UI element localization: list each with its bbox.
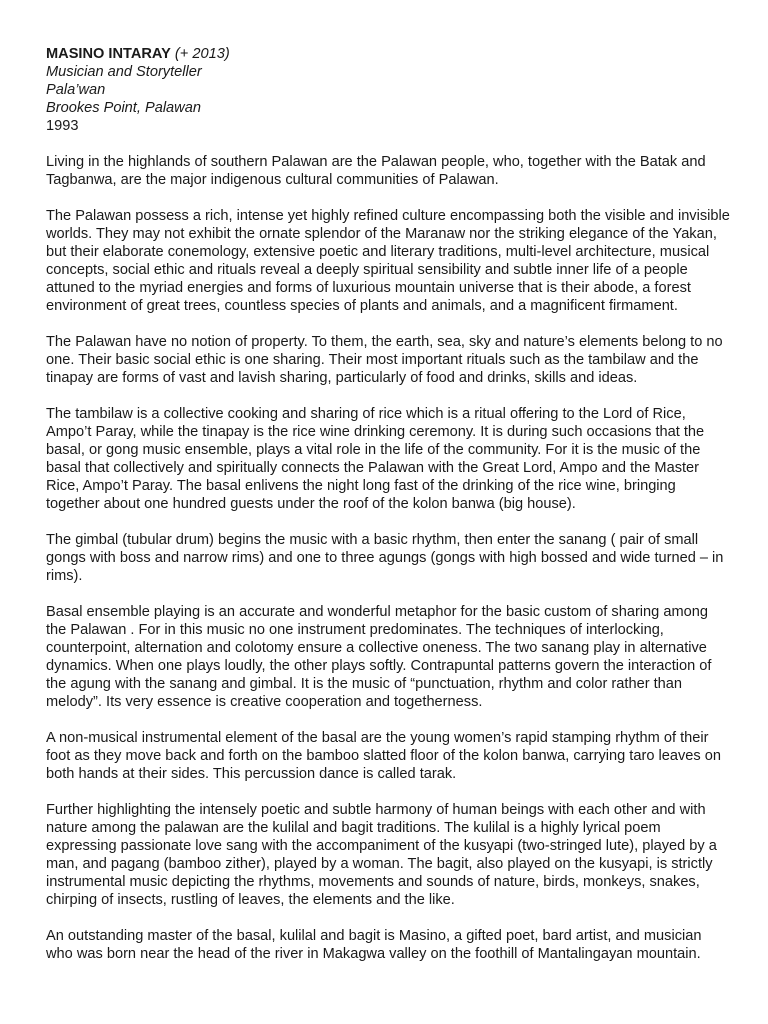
award-year: 1993 — [46, 118, 79, 134]
paragraph: Living in the highlands of southern Palawan are the Palawan people, who, together with the Batak and Tagbanwa, are the major indigenous cultural communities of Palawan. — [46, 154, 706, 188]
paragraph: The Palawan possess a rich, intense yet highly refined culture encompassing both the visible and invisible worlds. They may not exhibit the ornate splendor of the Maranaw nor the striking elegance of the Yakan, but their elaborate conemology, extensive poetic and literary traditions, multi-level architecture, musical concepts, social ethic and rituals reveal a deeply spiritual sensibility and subtle inner life of a people attuned to the myriad energies and forms of luxurious mountain universe that is their abode, a forest environment of great trees, countless species of plants and animals, and a magnificent firmament. — [46, 208, 730, 314]
artist-title-line — [46, 45, 732, 63]
artist-header — [46, 45, 732, 135]
paragraph: The tambilaw is a collective cooking and sharing of rice which is a ritual offering to the Lord of Rice, Ampo’t Paray, while the tinapay is the rice wine drinking ceremony. It is during such occasions that the basal, or gong music ensemble, plays a vital role in the life of the community. For it is the music of the basal that collectively and spiritually connects the Palawan with the Great Lord, Ampo and the Master Rice, Ampo’t Paray. The basal enlivens the night long fast of the drinking of the rice wine, bringing together about one hundred guests under the roof of the kolon banwa (big house). — [46, 406, 705, 512]
artist-name: MASINO INTARAY — [46, 46, 171, 62]
artist-role: Musician and Storyteller — [46, 64, 202, 80]
article-body — [46, 153, 732, 963]
paragraph: Further highlighting the intensely poetic and subtle harmony of human beings with each other and with nature among the palawan are the kulilal and bagit traditions. The kulilal is a highly lyrical poem expressing passionate love sang with the accompaniment of the kusyapi (two-stringed lute), played by a man, and pagang (bamboo zither), played by a woman. The bagit, also played on the kusyapi, is strictly instrumental music depicting the rhythms, movements and sounds of nature, birds, monkeys, snakes, chirping of insects, rustling of leaves, the elements and the like. — [46, 802, 717, 908]
paragraph: A non-musical instrumental element of the basal are the young women’s rapid stamping rhythm of their foot as they move back and forth on the bamboo slatted floor of the kolon banwa, carrying taro leaves on both hands at their sides. This percussion dance is called tarak. — [46, 730, 721, 782]
artist-group: Pala’wan — [46, 82, 106, 98]
paragraph: An outstanding master of the basal, kulilal and bagit is Masino, a gifted poet, bard artist, and musician who was born near the head of the river in Makagwa valley on the foothill of Mantalingayan mountain. — [46, 928, 702, 962]
artist-place: Brookes Point, Palawan — [46, 100, 201, 116]
artist-death-year: (+ 2013) — [170, 46, 230, 62]
document-page — [46, 45, 732, 981]
paragraph: Basal ensemble playing is an accurate and wonderful metaphor for the basic custom of sharing among the Palawan . For in this music no one instrument predominates. The techniques of interlocking, counterpoint, alternation and colotomy ensure a collective oneness. The two sanang play in alternative dynamics. When one plays loudly, the other plays softly. Contrapuntal patterns govern the interaction of the agung with the sanang and gimbal. It is the music of “punctuation, rhythm and color rather than melody”. Its very essence is creative cooperation and togetherness. — [46, 604, 712, 710]
paragraph: The Palawan have no notion of property. To them, the earth, sea, sky and nature’s elements belong to no one. Their basic social ethic is one sharing. Their most important rituals such as the tambilaw and the tinapay are forms of vast and lavish sharing, particularly of food and drinks, skills and ideas. — [46, 334, 723, 386]
paragraph: The gimbal (tubular drum) begins the music with a basic rhythm, then enter the sanang ( pair of small gongs with boss and narrow rims) and one to three agungs (gongs with high bossed and wide turned – in rims). — [46, 532, 724, 584]
